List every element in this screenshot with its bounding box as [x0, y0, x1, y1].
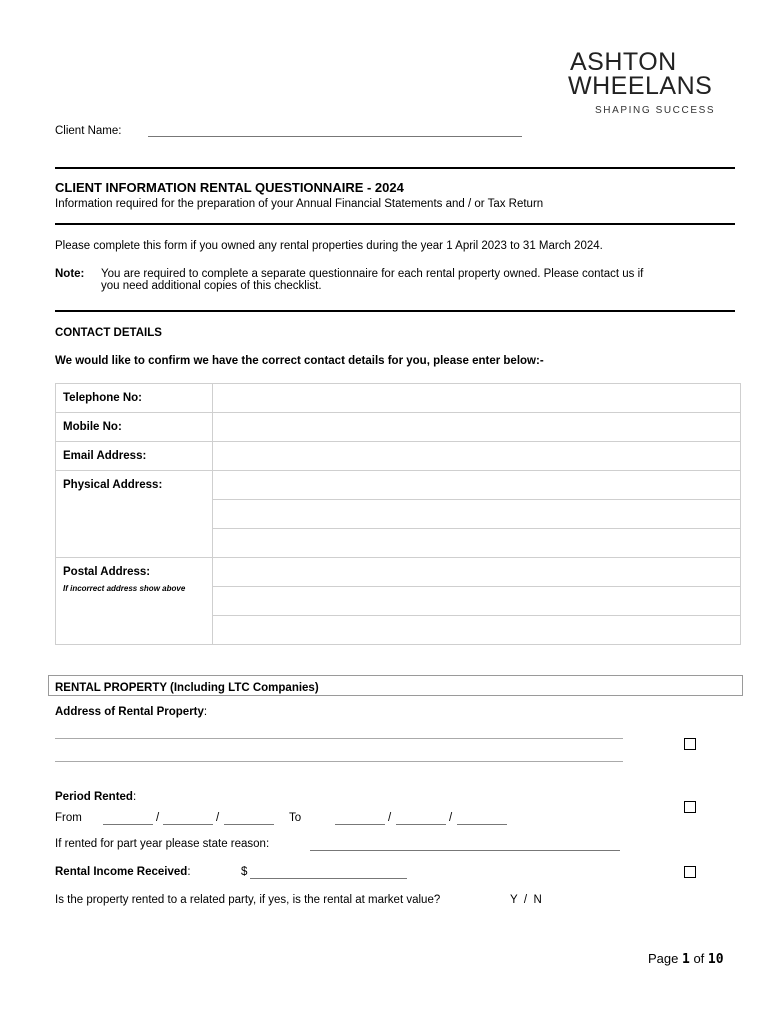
to-label: To: [289, 812, 302, 824]
from-day-field[interactable]: [103, 824, 153, 825]
date-separator: /: [449, 812, 453, 824]
postal-address-line-2[interactable]: [213, 587, 741, 616]
colon: :: [203, 706, 208, 718]
contact-details-table: [55, 383, 741, 645]
note-line-1: You are required to complete a separate questionnaire for each rental property owned. Please contact us if: [101, 268, 644, 280]
postal-address-hint: If incorrect address show above: [63, 584, 186, 593]
period-label: Period Rented: [55, 791, 133, 803]
page-title: CLIENT INFORMATION RENTAL QUESTIONNAIRE - 2024: [55, 180, 404, 195]
date-separator: /: [216, 812, 220, 824]
logo-line-1: ASHTON: [570, 48, 677, 76]
physical-address-line-2[interactable]: [213, 500, 741, 529]
rental-income-field[interactable]: [250, 878, 407, 879]
colon: :: [132, 791, 137, 803]
physical-address-line-3[interactable]: [213, 529, 741, 558]
telephone-label: Telephone No:: [56, 384, 213, 413]
to-month-field[interactable]: [396, 824, 446, 825]
from-month-field[interactable]: [163, 824, 213, 825]
divider: [55, 167, 735, 169]
address-line-1[interactable]: [55, 738, 623, 739]
contact-heading: CONTACT DETAILS: [55, 327, 162, 339]
email-label: Email Address:: [56, 442, 213, 471]
related-party-question: Is the property rented to a related party, if yes, is the rental at market value?: [55, 894, 441, 906]
contact-instruction: We would like to confirm we have the correct contact details for you, please enter below:-: [55, 355, 544, 367]
page-current: 1: [682, 952, 690, 967]
from-year-field[interactable]: [224, 824, 274, 825]
mobile-input[interactable]: [213, 413, 741, 442]
postal-address-line-1[interactable]: [213, 558, 741, 587]
part-year-label: If rented for part year please state reason:: [55, 838, 270, 850]
period-rented: [55, 791, 136, 803]
physical-address-label: Physical Address:: [56, 471, 213, 558]
date-separator: /: [156, 812, 160, 824]
client-name-label: Client Name:: [55, 125, 122, 137]
logo-line-2: WHEELANS: [568, 72, 713, 100]
page-prefix: Page: [648, 951, 679, 966]
mobile-label: Mobile No:: [56, 413, 213, 442]
to-year-field[interactable]: [457, 824, 507, 825]
part-year-reason-field[interactable]: [310, 850, 620, 851]
to-day-field[interactable]: [335, 824, 385, 825]
address-line-2[interactable]: [55, 761, 623, 762]
page-total: 10: [707, 952, 724, 967]
note-text: [101, 268, 735, 292]
rental-income: [55, 866, 191, 878]
postal-address-label: Postal Address: If incorrect address show above: [56, 558, 213, 645]
telephone-input[interactable]: [213, 384, 741, 413]
date-separator: /: [388, 812, 392, 824]
yes-no-options[interactable]: Y / N: [510, 894, 542, 906]
colon: :: [187, 866, 191, 878]
period-checkbox[interactable]: [684, 801, 696, 813]
rental-property-heading: RENTAL PROPERTY (Including LTC Companies): [55, 682, 319, 694]
page-of: of: [693, 951, 705, 966]
intro-text: Please complete this form if you owned any rental properties during the year 1 April 2023 to 31 March 2024.: [55, 240, 603, 252]
divider: [55, 223, 735, 225]
postal-address-line-3[interactable]: [213, 616, 741, 645]
page-subtitle: Information required for the preparation of your Annual Financial Statements and / or Tax Return: [55, 198, 544, 210]
income-checkbox[interactable]: [684, 866, 696, 878]
email-input[interactable]: [213, 442, 741, 471]
currency-symbol: $: [241, 866, 248, 878]
income-label: Rental Income Received: [55, 866, 188, 878]
page-number: [648, 951, 724, 967]
note-label: Note:: [55, 268, 85, 280]
address-label: Address of Rental Property: [55, 706, 204, 718]
physical-address-line-1[interactable]: [213, 471, 741, 500]
note-line-2: you need additional copies of this checklist.: [101, 280, 322, 292]
from-label: From: [55, 812, 82, 824]
logo-tagline: SHAPING SUCCESS: [595, 105, 716, 116]
address-checkbox[interactable]: [684, 738, 696, 750]
client-name-field[interactable]: [148, 136, 522, 137]
divider: [55, 310, 735, 312]
address-of-rental-property: [55, 706, 207, 718]
